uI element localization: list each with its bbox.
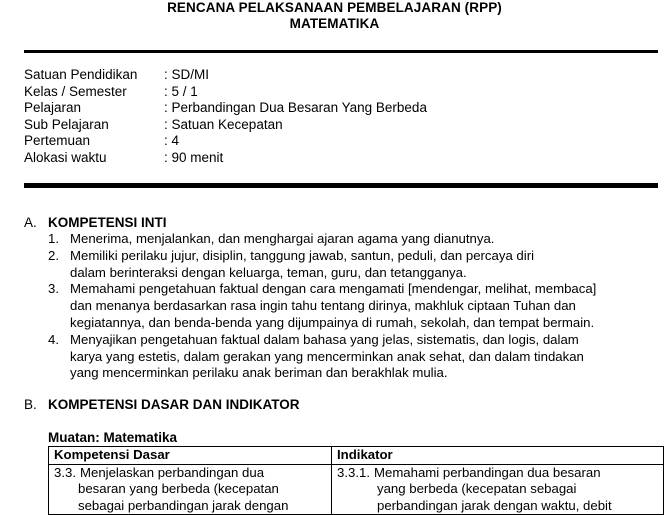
meta-label: Kelas / Semester — [24, 83, 127, 99]
indikator-line: yang berbeda (kecepatan sebagai — [377, 481, 577, 496]
meta-value: : Satuan Kecepatan — [164, 116, 283, 132]
meta-label: Alokasi waktu — [24, 149, 107, 165]
list-item — [48, 332, 658, 382]
kd-cell — [49, 464, 332, 515]
muatan-label: Muatan: Matematika — [48, 430, 178, 445]
col-header-indikator: Indikator — [332, 447, 664, 465]
item-line: Memiliki perilaku jujur, disiplin, tanggung jawab, santun, peduli, dan percaya diri — [70, 247, 535, 263]
section-a-title: KOMPETENSI INTI — [48, 215, 167, 230]
item-number: 2. — [48, 247, 59, 263]
kd-line: sebagai perbandingan jarak dengan — [78, 497, 289, 513]
document-subtitle: MATEMATIKA — [289, 16, 380, 31]
meta-label: Satuan Pendidikan — [24, 67, 138, 82]
item-line: karya yang estetis, dalam gerakan yang mencerminkan anak sehat, dan dalam tindakan — [70, 348, 584, 364]
section-b-title: KOMPETENSI DASAR DAN INDIKATOR — [48, 397, 300, 412]
item-line: Menerima, menjalankan, dan menghargai ajaran agama yang dianutnya. — [70, 231, 495, 246]
table-row — [49, 464, 664, 515]
meta-row-pertemuan — [24, 133, 427, 150]
section-b-letter: B. — [24, 397, 37, 412]
document-title: RENCANA PELAKSANAAN PEMBELAJARAN (RPP) — [167, 0, 502, 15]
indikator-line: Memahami perbandingan dua besaran — [374, 464, 601, 480]
kd-number: 3.3. — [54, 464, 76, 480]
indikator-number: 3.3.1. — [337, 464, 370, 480]
meta-value: : 4 — [164, 133, 180, 148]
meta-row-subpelajaran — [24, 117, 427, 134]
section-b-heading — [24, 397, 300, 413]
identity-block — [24, 67, 427, 166]
top-rule — [24, 50, 658, 53]
section-a-letter: A. — [24, 215, 37, 230]
table-header-row — [49, 447, 664, 465]
kd-line: Menjelaskan perbandingan dua — [80, 464, 265, 480]
list-item — [48, 281, 658, 331]
item-line: Menyajikan pengetahuan faktual dalam bahasa yang jelas, sistematis, dan logis, dalam — [70, 331, 579, 347]
item-number: 4. — [48, 331, 59, 347]
kompetensi-inti-list — [48, 231, 658, 382]
kd-indikator-table — [48, 446, 664, 515]
col-header-kompetensi-dasar: Kompetensi Dasar — [49, 447, 332, 465]
item-line: kegiatannya, dan benda-benda yang dijumpainya di rumah, sekolah, dan tempat bermain. — [70, 314, 595, 330]
item-line: yang mencerminkan perilaku anak beriman dan berakhlak mulia. — [70, 365, 448, 381]
item-number: 3. — [48, 281, 59, 297]
item-line: dalam berinteraksi dengan keluarga, teman, guru, dan tetangganya. — [70, 264, 467, 280]
bottom-rule — [24, 183, 658, 188]
indikator-cell — [332, 464, 664, 515]
meta-row-satuan — [24, 67, 427, 84]
meta-value: : 5 / 1 — [164, 83, 198, 99]
item-line: Memahami pengetahuan faktual dengan cara mengamati [mendengar, melihat, membaca] — [70, 281, 597, 297]
list-item — [48, 248, 658, 282]
meta-label: Pertemuan — [24, 133, 91, 148]
meta-label: Sub Pelajaran — [24, 116, 109, 132]
meta-row-pelajaran — [24, 100, 427, 117]
meta-value: : 90 menit — [164, 149, 224, 165]
meta-row-alokasi — [24, 150, 427, 167]
meta-row-kelas — [24, 84, 427, 101]
section-a-heading — [24, 215, 167, 231]
item-line: dan menanya berdasarkan rasa ingin tahu tentang dirinya, makhluk ciptaan Tuhan dan — [70, 298, 576, 314]
item-number: 1. — [48, 231, 59, 246]
list-item — [48, 231, 658, 248]
kd-line: besaran yang berbeda (kecepatan — [78, 481, 279, 496]
meta-value: : SD/MI — [164, 67, 210, 82]
meta-value: : Perbandingan Dua Besaran Yang Berbeda — [164, 100, 427, 115]
indikator-line: perbandingan jarak dengan waktu, debit — [377, 497, 612, 513]
meta-label: Pelajaran — [24, 100, 82, 115]
